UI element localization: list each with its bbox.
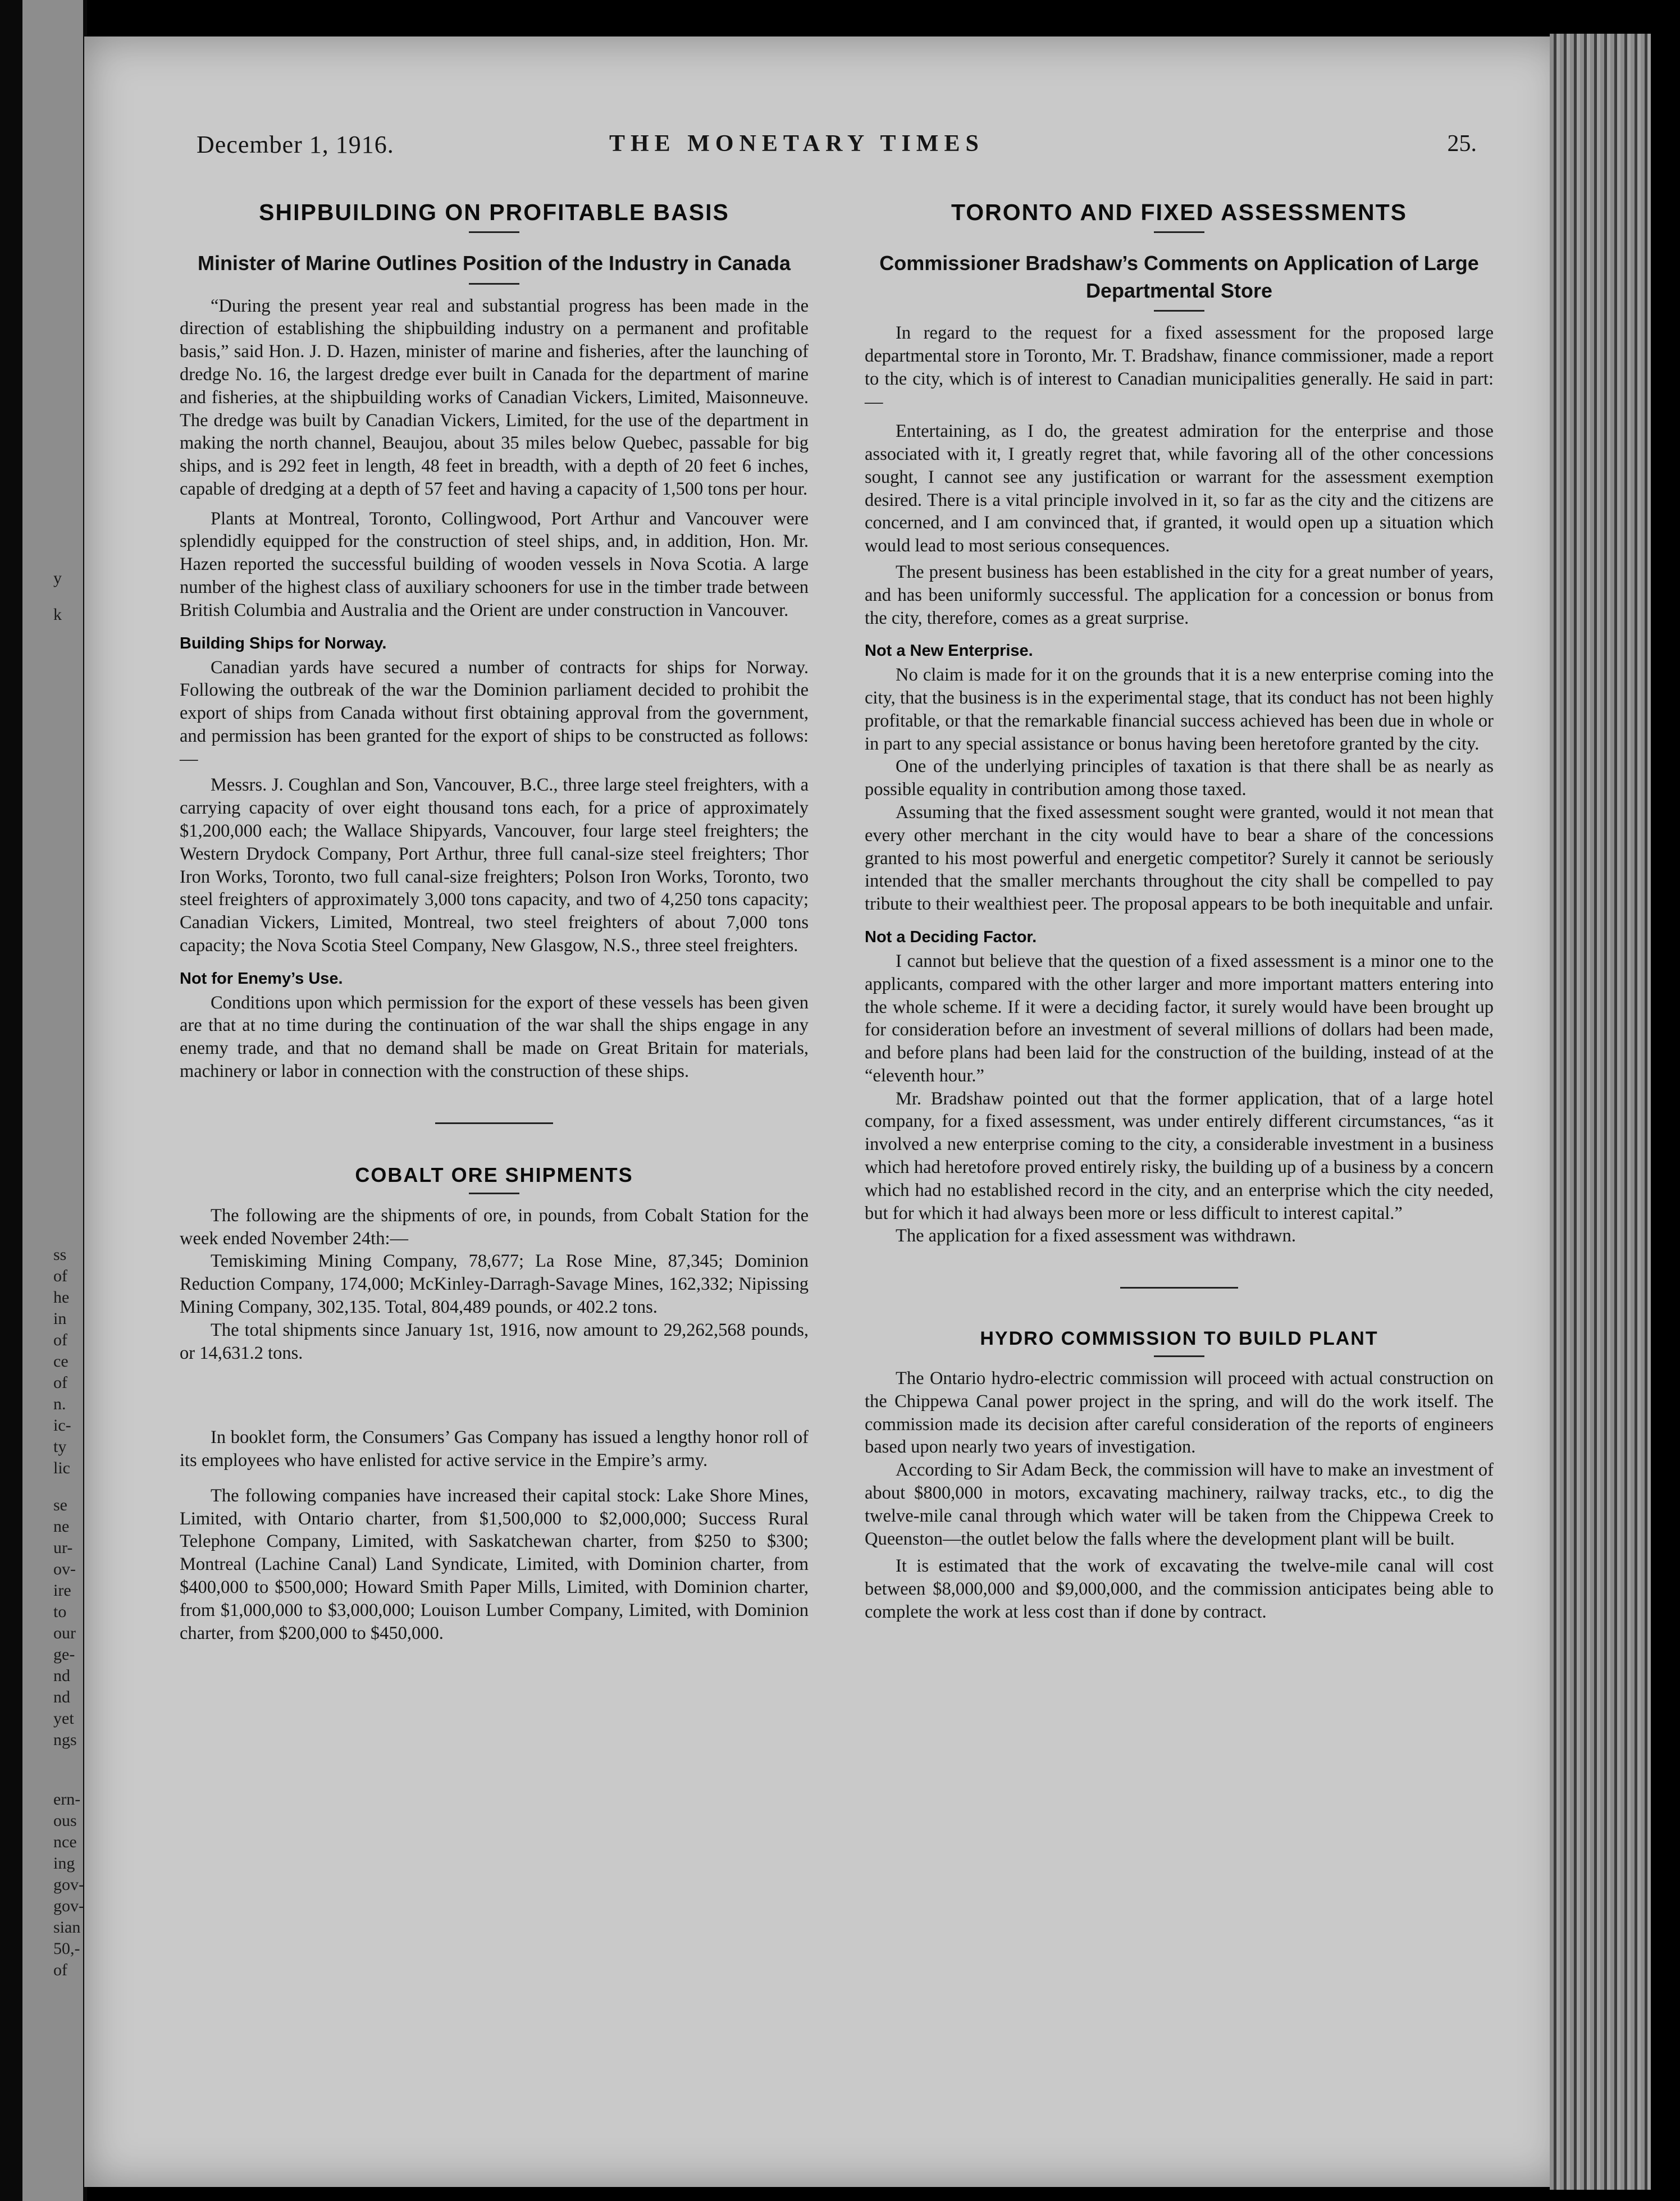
margin-fragment: nd [53,1688,70,1706]
paragraph: One of the underlying principles of taxation is that there shall be as nearly as possible equality in contribution among those taxed. [865,756,1494,800]
article-subheadline: Minister of Marine Outlines Position of the Industry in Canada [197,252,791,275]
section-divider [1120,1287,1238,1289]
headline-rule [469,1193,519,1194]
margin-fragment: ous [53,1811,77,1830]
margin-fragment: nce [53,1833,77,1851]
margin-fragment: ty [53,1437,67,1456]
margin-fragment: ss [53,1245,67,1264]
section-sidehead: Not a Deciding Factor. [865,928,1037,946]
margin-fragment: he [53,1288,70,1307]
headline-rule [469,231,519,233]
article-headline: TORONTO AND FIXED ASSESSMENTS [951,199,1408,225]
paragraph: According to Sir Adam Beck, the commission will have to make an investment of about $800,000 in motors, excavating machinery, railway tracks, etc., to dig the twelve-mile canal through which water will be taken from the Chippewa Creek to Queenston—the outlet below the falls where the development plant will be built. [865,1460,1494,1549]
issue-date: December 1, 1916. [197,131,394,158]
margin-fragment: ov- [53,1560,76,1578]
margin-fragment: nd [53,1666,70,1685]
paragraph: Mr. Bradshaw pointed out that the former application, that of a large hotel company, for a fixed assessment, was under entirely different circumstances, “as it involved a new enterprise coming to the city, a considerable investment in a business which had heretofore proved entirely risky, the building up of a business by a concern which had no established record in the city, and an enterprise which the city needed, but for which it had always been more or less difficult to interest capital.” [865,1088,1494,1223]
section-divider [435,1122,553,1124]
subheadline-rule [1154,310,1204,312]
paragraph: I cannot but believe that the question of a fixed assessment is a minor one to the applicants, compared with the other larger and more important matters entering into the whole scheme. If it were a deciding factor, it surely would have been brought up for consideration before an investment of several millions of dollars had been made, and before plans had been laid for the construction of the building, instead of at the “eleventh hour.” [865,951,1494,1086]
margin-fragment: gov- [53,1897,84,1915]
margin-fragment: n. [53,1395,66,1413]
article-headline: COBALT ORE SHIPMENTS [355,1163,633,1186]
paragraph: “During the present year real and substantial progress has been made in the direction of establishing the shipbuilding industry on a permanent and profitable basis,” said Hon. J. D. Hazen, minister of marine and fisheries, after the launching of dredge No. 16, the largest dredge ever built in Canada for the department of marine and fisheries, at the shipbuilding works of Canadian Vickers, Limited, Maisonneuve. The dredge was built by Canadian Vickers, Limited, for the use of the department in making the north channel, Beaujou, about 35 miles below Quebec, passable for big ships, and is 292 feet in length, 48 feet in breadth, with a depth of 20 feet 6 inches, capable of dredging at a depth of 57 feet and having a capacity of 1,500 tons per hour. [180,295,809,499]
margin-fragment: to [53,1602,67,1621]
section-sidehead: Building Ships for Norway. [180,634,387,652]
paragraph: It is estimated that the work of excavating the twelve-mile canal will cost between $8,000,000 and $9,000,000, and the commission anticipates being able to complete the work at less cost than if done by contract. [865,1556,1494,1622]
margin-fragment: of [53,1373,67,1392]
paragraph: Temiskiming Mining Company, 78,677; La Rose Mine, 87,345; Dominion Reduction Company, 174,000; McKinley-Darragh-Savage Mines, 162,332; Nipissing Mining Company, 302,135. Total, 804,489 pounds, or 402.2 tons. [180,1251,809,1317]
margin-fragment: ne [53,1517,70,1536]
paragraph: In regard to the request for a fixed assessment for the proposed large departmental store in Toronto, Mr. T. Bradshaw, finance commissioner, made a report to the city, which is of interest to Canadian municipalities generally. He said in part:— [865,323,1494,412]
margin-fragment: in [53,1309,67,1328]
paragraph: Plants at Montreal, Toronto, Collingwood, Port Arthur and Vancouver were splendidly equipped for the construction of steel ships, and, in addition, Hon. Mr. Hazen reported the successful building of wooden vessels in Nova Scotia. A large number of the highest class of auxiliary schooners for use in the timber trade between British Columbia and Australia and the Orient are under construction in Vancouver. [180,508,809,620]
article-subheadline: Commissioner Bradshaw’s Comments on Application of Large Departmental Store [879,252,1479,302]
margin-fragment: ce [53,1352,69,1371]
paragraph: Entertaining, as I do, the greatest admiration for the enterprise and those associated with it, I greatly regret that, while favoring all of the other concessions sought, I cannot see any justification or warrant for the assessment exemption desired. There is a vital principle involved in it, so far as the city and the citizens are concerned, and I am convinced that, if granted, it would open up a situation which would lead to most serious consequences. [865,421,1494,556]
running-head [197,130,1477,164]
margin-fragment: of [53,1961,67,1979]
margin-fragment: k [53,605,62,624]
margin-fragment: ing [53,1854,75,1873]
margin-fragment: of [53,1267,67,1285]
page-number: 25. [1447,131,1477,157]
paragraph: Canadian yards have secured a number of contracts for ships for Norway. Following the outbreak of the war the Dominion parliament decided to prohibit the export of ships from Canada without first obtaining approval from the government, and permission has been granted for the export of ships to be constructed as follows:— [180,657,809,769]
paragraph: The following are the shipments of ore, in pounds, from Cobalt Station for the week ended November 24th:— [180,1205,809,1249]
margin-fragment: ge- [53,1645,75,1664]
margin-fragment: ur- [53,1538,73,1557]
margin-fragment: gov- [53,1875,84,1894]
section-sidehead: Not a New Enterprise. [865,642,1033,660]
margin-fragment: ire [53,1581,71,1600]
margin-fragment: lic [53,1459,70,1477]
article-headline: SHIPBUILDING ON PROFITABLE BASIS [259,199,729,225]
headline-rule [1154,231,1204,233]
margin-fragment: sian [53,1918,81,1937]
paragraph: In booklet form, the Consumers’ Gas Company has issued a lengthy honor roll of its employees who have enlisted for active service in the Empire’s army. [180,1427,809,1471]
margin-fragment: yet [53,1709,74,1728]
paragraph: Assuming that the fixed assessment sought were granted, would it not mean that every other merchant in the city would have to bear a share of the concessions granted to his most powerful and energetic competitor? Surely it cannot be seriously intended that the smaller merchants throughout the city shall be compelled to pay tribute to their wealthiest peer. The proposal appears to be both inequitable and unfair. [865,802,1494,915]
margin-fragment: ngs [53,1730,77,1749]
section-sidehead: Not for Enemy’s Use. [180,969,343,988]
margin-fragment: ic- [53,1416,71,1435]
right-column [865,199,1494,1624]
margin-fragment: y [53,569,62,587]
book-page-edges [1550,34,1651,2190]
paragraph: The present business has been established in the city for a great number of years, and has been uniformly successful. The application for a concession or bonus from the city, therefore, comes as a great surprise. [865,562,1494,628]
margin-fragment: ern- [53,1790,81,1809]
headline-rule [1154,1355,1204,1357]
paragraph: The total shipments since January 1st, 1916, now amount to 29,262,568 pounds, or 14,631.2 tons. [180,1319,809,1363]
paragraph: The following companies have increased their capital stock: Lake Shore Mines, Limited, with Ontario charter, from $1,500,000 to $2,000,000; Success Rural Telephone Company, Limited, with Saskatchewan charter, from $250 to $300; Montreal (Lachine Canal) Land Syndicate, Limited, with Dominion charter, from $400,000 to $500,000; Howard Smith Paper Mills, Limited, with Dominion charter, from $1,000,000 to $3,000,000; Louison Lumber Company, Limited, with Dominion charter, from $200,000 to $450,000. [180,1485,809,1643]
margin-fragment: of [53,1331,67,1349]
margin-fragment: our [53,1624,76,1642]
margin-fragment: 50,- [53,1939,80,1958]
left-column [180,199,809,1645]
paragraph: Conditions upon which permission for the export of these vessels has been given are that at no time during the continuation of the war shall the ships engage in any enemy trade, and that no demand shall be made on Great Britain for materials, machinery or labor in connection with the construction of these ships. [180,992,809,1082]
margin-fragment: se [53,1496,67,1514]
paragraph: No claim is made for it on the grounds that it is a new enterprise coming into the city, that the business is in the experimental stage, that its conduct has not been highly profitable, or that the remarkable financial success achieved has been due in whole or in part to any special assistance or bonus having been heretofore granted by the city. [865,665,1494,754]
paragraph: The application for a fixed assessment was withdrawn. [896,1226,1296,1246]
article-headline: HYDRO COMMISSION TO BUILD PLANT [980,1328,1378,1350]
publication-title: THE MONETARY TIMES [609,131,984,157]
subheadline-rule [469,283,519,285]
paragraph: The Ontario hydro-electric commission will proceed with actual construction on the Chippewa Canal power project in the spring, and will do the work itself. The commission made its decision after careful consideration of the reports of engineers based upon nearly two years of investigation. [865,1368,1494,1458]
paragraph: Messrs. J. Coughlan and Son, Vancouver, B.C., three large steel freighters, with a carrying capacity of over eight thousand tons each, for a price of approximately $1,200,000 each; the Wallace Shipyards, Vancouver, four large steel freighters; the Western Drydock Company, Port Arthur, three full canal-size steel freighters; Thor Iron Works, Toronto, two full canal-size freighters; Polson Iron Works, Toronto, two steel freighters of approximately 3,000 tons capacity, and two of 4,250 tons capacity; Canadian Vickers, Limited, Montreal, two steel freighters of about 7,000 tons capacity; the Nova Scotia Steel Company, New Glasgow, N.S., three steel freighters. [180,775,809,956]
facing-page-strip [22,0,83,2201]
